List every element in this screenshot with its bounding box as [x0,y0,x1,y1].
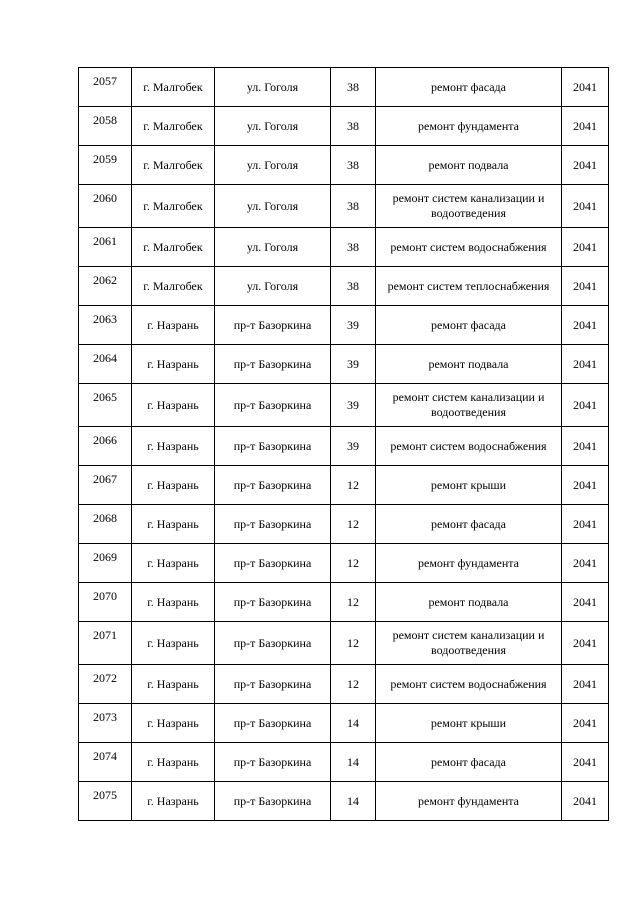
table-row [79,146,609,185]
table-row [79,544,609,583]
street-cell: пр-т Базоркина [215,782,331,821]
row-number-cell: 2073 [79,704,132,743]
house-number-cell: 12 [331,544,376,583]
work-type-cell: ремонт систем теплоснабжения [376,267,562,306]
city-cell: г. Назрань [132,782,215,821]
year-cell: 2041 [562,782,609,821]
year-cell: 2041 [562,185,609,228]
city-cell: г. Малгобек [132,146,215,185]
year-cell: 2041 [562,505,609,544]
row-number-cell: 2057 [79,68,132,107]
table-row [79,306,609,345]
row-number-cell: 2061 [79,228,132,267]
row-number-cell: 2062 [79,267,132,306]
work-type-cell: ремонт систем канализации и водоотведения [376,384,562,427]
work-type-cell: ремонт подвала [376,583,562,622]
street-cell: пр-т Базоркина [215,306,331,345]
house-number-cell: 38 [331,228,376,267]
city-cell: г. Назрань [132,665,215,704]
house-number-cell: 14 [331,743,376,782]
house-number-cell: 39 [331,427,376,466]
table-row [79,384,609,427]
year-cell: 2041 [562,544,609,583]
year-cell: 2041 [562,427,609,466]
house-number-cell: 12 [331,622,376,665]
year-cell: 2041 [562,228,609,267]
table-row [79,267,609,306]
table-row [79,743,609,782]
row-number-cell: 2064 [79,345,132,384]
table-row [79,427,609,466]
table-row [79,583,609,622]
table-row [79,782,609,821]
work-type-cell: ремонт систем канализации и водоотведения [376,185,562,228]
house-number-cell: 38 [331,146,376,185]
table-row [79,68,609,107]
row-number-cell: 2069 [79,544,132,583]
row-number-cell: 2072 [79,665,132,704]
year-cell: 2041 [562,267,609,306]
year-cell: 2041 [562,622,609,665]
street-cell: пр-т Базоркина [215,466,331,505]
city-cell: г. Назрань [132,466,215,505]
house-number-cell: 12 [331,466,376,505]
house-number-cell: 12 [331,665,376,704]
city-cell: г. Назрань [132,704,215,743]
row-number-cell: 2058 [79,107,132,146]
year-cell: 2041 [562,743,609,782]
row-number-cell: 2060 [79,185,132,228]
work-type-cell: ремонт крыши [376,704,562,743]
city-cell: г. Малгобек [132,228,215,267]
city-cell: г. Назрань [132,505,215,544]
work-type-cell: ремонт систем водоснабжения [376,665,562,704]
house-number-cell: 38 [331,107,376,146]
work-type-cell: ремонт фасада [376,68,562,107]
work-type-cell: ремонт фасада [376,743,562,782]
city-cell: г. Назрань [132,345,215,384]
year-cell: 2041 [562,345,609,384]
year-cell: 2041 [562,384,609,427]
row-number-cell: 2070 [79,583,132,622]
house-number-cell: 39 [331,384,376,427]
street-cell: пр-т Базоркина [215,665,331,704]
street-cell: ул. Гоголя [215,185,331,228]
city-cell: г. Назрань [132,583,215,622]
city-cell: г. Назрань [132,622,215,665]
year-cell: 2041 [562,583,609,622]
work-type-cell: ремонт фундамента [376,107,562,146]
street-cell: пр-т Базоркина [215,704,331,743]
city-cell: г. Назрань [132,427,215,466]
work-type-cell: ремонт подвала [376,345,562,384]
table-row [79,622,609,665]
table-row [79,466,609,505]
table-body [79,68,609,821]
table-row [79,665,609,704]
house-number-cell: 12 [331,505,376,544]
row-number-cell: 2067 [79,466,132,505]
house-number-cell: 38 [331,267,376,306]
row-number-cell: 2071 [79,622,132,665]
row-number-cell: 2074 [79,743,132,782]
city-cell: г. Малгобек [132,107,215,146]
row-number-cell: 2065 [79,384,132,427]
year-cell: 2041 [562,68,609,107]
house-number-cell: 38 [331,68,376,107]
city-cell: г. Малгобек [132,185,215,228]
year-cell: 2041 [562,704,609,743]
work-type-cell: ремонт фасада [376,306,562,345]
city-cell: г. Назрань [132,384,215,427]
street-cell: ул. Гоголя [215,267,331,306]
street-cell: ул. Гоголя [215,68,331,107]
work-type-cell: ремонт подвала [376,146,562,185]
city-cell: г. Малгобек [132,68,215,107]
work-type-cell: ремонт фундамента [376,782,562,821]
city-cell: г. Назрань [132,544,215,583]
street-cell: пр-т Базоркина [215,743,331,782]
work-type-cell: ремонт систем водоснабжения [376,228,562,267]
table-row [79,345,609,384]
row-number-cell: 2068 [79,505,132,544]
row-number-cell: 2063 [79,306,132,345]
year-cell: 2041 [562,146,609,185]
house-number-cell: 39 [331,306,376,345]
house-number-cell: 14 [331,704,376,743]
year-cell: 2041 [562,466,609,505]
street-cell: пр-т Базоркина [215,583,331,622]
street-cell: пр-т Базоркина [215,345,331,384]
table-row [79,704,609,743]
house-number-cell: 12 [331,583,376,622]
street-cell: ул. Гоголя [215,228,331,267]
work-type-cell: ремонт крыши [376,466,562,505]
city-cell: г. Малгобек [132,267,215,306]
year-cell: 2041 [562,306,609,345]
street-cell: ул. Гоголя [215,146,331,185]
table-row [79,107,609,146]
work-type-cell: ремонт систем водоснабжения [376,427,562,466]
table-row [79,185,609,228]
city-cell: г. Назрань [132,743,215,782]
year-cell: 2041 [562,107,609,146]
work-type-cell: ремонт систем канализации и водоотведения [376,622,562,665]
street-cell: ул. Гоголя [215,107,331,146]
table-row [79,505,609,544]
work-type-cell: ремонт фасада [376,505,562,544]
row-number-cell: 2066 [79,427,132,466]
row-number-cell: 2075 [79,782,132,821]
repair-schedule-table [78,67,609,821]
year-cell: 2041 [562,665,609,704]
street-cell: пр-т Базоркина [215,544,331,583]
table-row [79,228,609,267]
house-number-cell: 14 [331,782,376,821]
street-cell: пр-т Базоркина [215,427,331,466]
street-cell: пр-т Базоркина [215,622,331,665]
street-cell: пр-т Базоркина [215,505,331,544]
street-cell: пр-т Базоркина [215,384,331,427]
house-number-cell: 39 [331,345,376,384]
house-number-cell: 38 [331,185,376,228]
city-cell: г. Назрань [132,306,215,345]
work-type-cell: ремонт фундамента [376,544,562,583]
row-number-cell: 2059 [79,146,132,185]
